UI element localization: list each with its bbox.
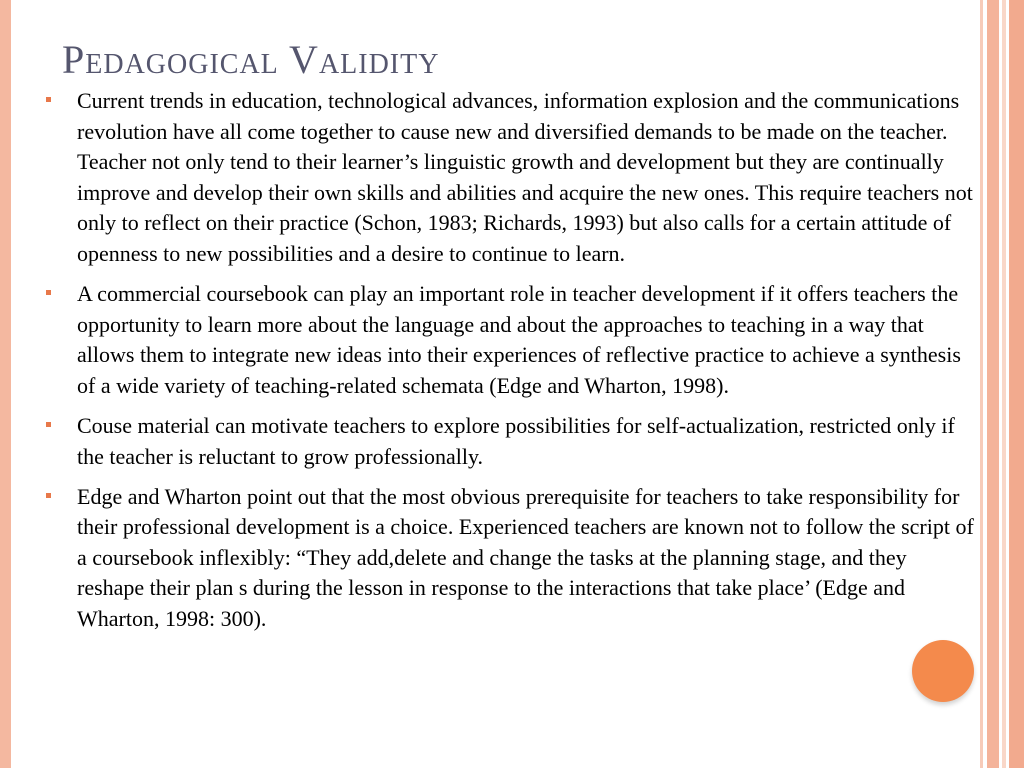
bullet-text: Edge and Wharton point out that the most obvious prerequisite for teachers to take responsibility for their professional development is a choice. Experienced teachers are known not to follow the script of a coursebook inflexibly: “They add,delete and change the tasks at the planning stage, and they reshape their plan s during the lesson in response to the interactions that take place’ (Edge and Wharton, 1998: 300). (77, 483, 974, 631)
left-decorative-stripe (0, 0, 11, 768)
bullet-text: Couse material can motivate teachers to explore possibilities for self-actualization, restricted only if the teacher is reluctant to grow professionally. (77, 412, 955, 469)
bullet-item (44, 411, 976, 472)
bullet-text: A commercial coursebook can play an important role in teacher development if it offers teachers the opportunity to learn more about the language and about the approaches to teaching in a way that allows them to integrate new ideas into their experiences of reflective practice to achieve a synthesis of a wide variety of teaching-related schemata (Edge and Wharton, 1998). (77, 281, 961, 398)
slide-title: Pedagogical Validity (62, 37, 440, 82)
bullet-marker-icon (46, 97, 51, 102)
bullet-item (44, 86, 976, 270)
bullet-item (44, 482, 976, 635)
right-stripe (1002, 0, 1006, 768)
accent-circle (912, 640, 974, 702)
right-stripe (987, 0, 999, 768)
bullet-list (44, 86, 976, 644)
bullet-marker-icon (46, 290, 51, 295)
bullet-marker-icon (46, 422, 51, 427)
right-decorative-stripes (980, 0, 1024, 768)
bullet-marker-icon (46, 493, 51, 498)
bullet-item (44, 279, 976, 401)
right-stripe (980, 0, 983, 768)
right-stripe (1009, 0, 1024, 768)
bullet-text: Current trends in education, technological advances, information explosion and the communications revolution have all come together to cause new and diversified demands to be made on the teacher. Teacher not only tend to their learner’s linguistic growth and development but they are continually improve and develop their own skills and abilities and acquire the new ones. This require teachers not only to reflect on their practice (Schon, 1983; Richards, 1993) but also calls for a certain attitude of openness to new possibilities and a desire to continue to learn. (77, 88, 973, 266)
